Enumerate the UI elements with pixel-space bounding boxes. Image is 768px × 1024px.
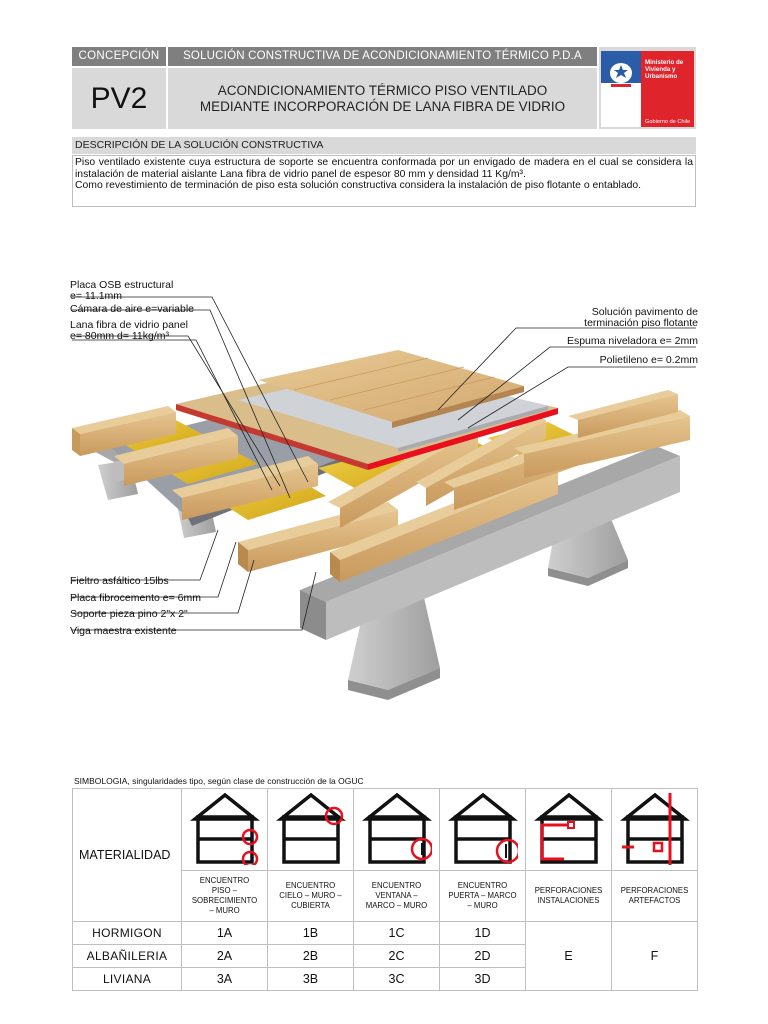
caption-2 bbox=[268, 871, 354, 922]
caption-3-line3: MARCO – MURO bbox=[365, 901, 428, 910]
label-fibrocement: Placa fibrocemento e= 6mm bbox=[70, 592, 202, 604]
caption-1-line1: ENCUENTRO bbox=[199, 876, 250, 885]
ministry-logo-graphic bbox=[601, 51, 694, 127]
label-main-beam: Viga maestra existente bbox=[70, 625, 177, 637]
label-floating-floor-line1: Solución pavimento de bbox=[591, 306, 698, 318]
solution-code: PV2 bbox=[72, 68, 166, 129]
caption-4-line1: ENCUENTRO bbox=[457, 881, 508, 890]
cell-2c: 2C bbox=[354, 945, 440, 968]
caption-3-line2: VENTANA – bbox=[375, 891, 418, 900]
caption-3-line1: ENCUENTRO bbox=[371, 881, 422, 890]
logo-text-2: Vivienda y bbox=[645, 66, 676, 73]
ministry-logo bbox=[599, 47, 696, 129]
label-osb bbox=[70, 280, 173, 302]
caption-4-line3: – MURO bbox=[467, 901, 498, 910]
label-osb-line2: e= 11.1mm bbox=[70, 290, 123, 302]
caption-5 bbox=[526, 871, 612, 922]
label-air-chamber bbox=[70, 304, 194, 315]
symbol-6 bbox=[612, 789, 698, 871]
caption-6-line1: PERFORACIONES bbox=[620, 886, 689, 895]
label-polyethylene bbox=[600, 355, 698, 366]
cell-1c: 1C bbox=[354, 922, 440, 945]
description-paragraph-1: Piso ventilado existente cuya estructura de soporte se encuentra conformada por un envigado de madera en el cual se considera la instalación de material aislante Lana fibra de vidrio panel de espesor 80 mm y densidad 11 Kg/m³. bbox=[75, 157, 693, 180]
simbologia-title: SIMBOLOGIA, singularidades tipo, según clase de construcción de la OGUC bbox=[74, 776, 364, 786]
cell-2d: 2D bbox=[440, 945, 526, 968]
concept-label: CONCEPCIÓN bbox=[72, 47, 166, 66]
house-ceiling-junction-icon bbox=[276, 789, 346, 865]
cell-f: F bbox=[612, 922, 698, 991]
house-floor-junction-icon bbox=[190, 789, 260, 865]
page-title bbox=[168, 68, 597, 129]
caption-2-line3: CUBIERTA bbox=[291, 901, 330, 910]
label-floating-floor-line2: terminación piso flotante bbox=[584, 317, 698, 329]
cell-3b: 3B bbox=[268, 968, 354, 991]
symbol-1 bbox=[182, 789, 268, 871]
caption-6 bbox=[612, 871, 698, 922]
label-air-chamber-line1: Cámara de aire e=variable bbox=[70, 303, 195, 315]
logo-text-1: Ministerio de bbox=[645, 59, 684, 66]
label-floating-floor bbox=[584, 307, 698, 329]
cell-1a: 1A bbox=[182, 922, 268, 945]
row-label-hormigon: HORMIGON bbox=[73, 922, 182, 945]
title-line-2: MEDIANTE INCORPORACIÓN DE LANA FIBRA DE VIDRIO bbox=[199, 98, 566, 114]
caption-1-line4: – MURO bbox=[209, 906, 240, 915]
cell-1b: 1B bbox=[268, 922, 354, 945]
caption-2-line1: ENCUENTRO bbox=[285, 881, 336, 890]
caption-2-line2: CIELO – MURO – bbox=[279, 891, 342, 900]
cell-e: E bbox=[526, 922, 612, 991]
symbol-5 bbox=[526, 789, 612, 871]
cell-3d: 3D bbox=[440, 968, 526, 991]
caption-1-line3: SOBRECIMIENTO bbox=[191, 896, 258, 905]
caption-1 bbox=[182, 871, 268, 922]
caption-1-line2: PISO – bbox=[211, 886, 238, 895]
row-label-liviana: LIVIANA bbox=[73, 968, 182, 991]
label-foam-line1: Espuma niveladora e= 2mm bbox=[566, 335, 698, 347]
house-fixtures-icon bbox=[620, 789, 690, 865]
label-asphalt-felt: Fieltro asfáltico 15lbs bbox=[70, 575, 169, 587]
label-glass-wool-line1: Lana fibra de vidrio panel bbox=[70, 319, 188, 331]
row-label-albanileria: ALBAÑILERIA bbox=[73, 945, 182, 968]
materialidad-label: MATERIALIDAD bbox=[73, 789, 182, 922]
label-polyethylene-line1: Polietileno e= 0.2mm bbox=[599, 354, 698, 366]
logo-text-3: Urbanismo bbox=[645, 73, 678, 80]
label-pine-support: Soporte pieza pino 2"x 2" bbox=[70, 608, 188, 620]
label-glass-wool-line2: e= 80mm d= 11kg/m³ bbox=[70, 330, 170, 342]
label-osb-line1: Placa OSB estructural bbox=[70, 279, 174, 291]
title-line-1: ACONDICIONAMIENTO TÉRMICO PISO VENTILADO bbox=[217, 82, 548, 98]
symbol-4 bbox=[440, 789, 526, 871]
cell-1d: 1D bbox=[440, 922, 526, 945]
simbologia-table bbox=[72, 788, 697, 986]
caption-5-line2: INSTALACIONES bbox=[537, 896, 600, 905]
house-window-junction-icon bbox=[362, 789, 432, 865]
cell-3c: 3C bbox=[354, 968, 440, 991]
cell-3a: 3A bbox=[182, 968, 268, 991]
caption-6-line2: ARTEFACTOS bbox=[628, 896, 681, 905]
symbol-3 bbox=[354, 789, 440, 871]
logo-footer: Gobierno de Chile bbox=[645, 119, 691, 125]
label-glass-wool bbox=[70, 320, 188, 342]
description-body bbox=[72, 155, 696, 207]
solution-title: SOLUCIÓN CONSTRUCTIVA DE ACONDICIONAMIENTO TÉRMICO P.D.A bbox=[168, 47, 597, 66]
floor-section-diagram bbox=[68, 250, 700, 700]
description-heading: DESCRIPCIÓN DE LA SOLUCIÓN CONSTRUCTIVA bbox=[72, 137, 696, 154]
caption-3 bbox=[354, 871, 440, 922]
cell-2b: 2B bbox=[268, 945, 354, 968]
caption-5-line1: PERFORACIONES bbox=[534, 886, 603, 895]
description-paragraph-2: Como revestimiento de terminación de piso esta solución constructiva considera la instalación de piso flotante o entablado. bbox=[75, 180, 642, 192]
house-door-junction-icon bbox=[448, 789, 518, 865]
symbol-2 bbox=[268, 789, 354, 871]
caption-4-line2: PUERTA – MARCO bbox=[448, 891, 517, 900]
cell-2a: 2A bbox=[182, 945, 268, 968]
caption-4 bbox=[440, 871, 526, 922]
house-installations-icon bbox=[534, 789, 604, 865]
label-foam bbox=[567, 336, 698, 347]
